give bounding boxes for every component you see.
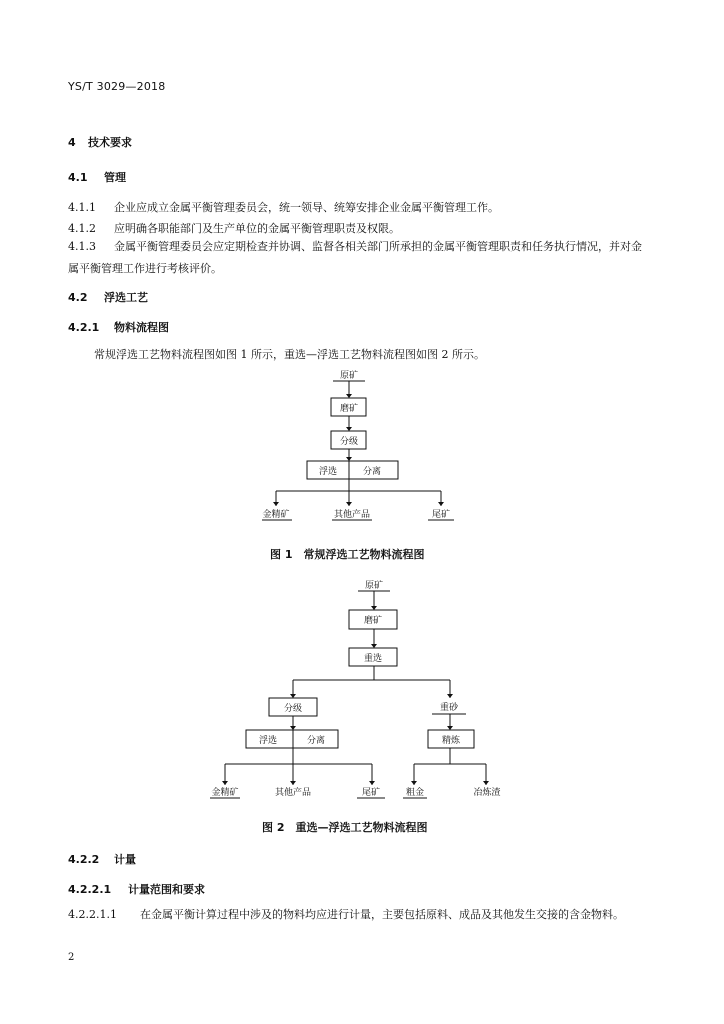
node-gold-concentrate: 金精矿 (262, 510, 290, 520)
node-flotation: 浮选 (258, 736, 278, 746)
clause-4-1-3 (68, 236, 646, 280)
node-raw-ore: 原矿 (364, 581, 384, 591)
section-number: 4 (68, 136, 76, 149)
figure-2-caption: 图 2 重选—浮选工艺物料流程图 (262, 821, 428, 834)
figure-2-flowchart (200, 574, 520, 804)
section-number: 4.2 (68, 291, 88, 304)
paragraph-flowchart-intro: 常规浮选工艺物料流程图如图 1 所示，重选—浮选工艺物料流程图如图 2 所示。 (94, 348, 485, 361)
clause-4-1-1 (68, 199, 499, 215)
standard-code: YS/T 3029—2018 (68, 80, 166, 93)
page-number: 2 (68, 952, 75, 963)
section-title: 物料流程图 (114, 321, 169, 334)
node-refine: 精炼 (441, 736, 461, 746)
clause-text: 在金属平衡计算过程中涉及的物料均应进行计量，主要包括原料、成品及其他发生交接的含金物料。 (140, 908, 624, 921)
section-number: 4.2.2.1 (68, 883, 112, 896)
clause-number: 4.1.1 (68, 201, 96, 214)
section-title: 管理 (104, 171, 126, 184)
clause-number: 4.1.2 (68, 222, 96, 235)
node-classify: 分级 (339, 437, 359, 447)
section-number: 4.2.1 (68, 321, 100, 334)
node-gold-concentrate: 金精矿 (211, 788, 239, 798)
section-4-2-2-heading (68, 851, 136, 867)
node-flotation: 浮选 (318, 467, 338, 477)
node-grind: 磨矿 (363, 616, 383, 626)
section-4-2-1-heading (68, 319, 169, 335)
section-number: 4.1 (68, 171, 88, 184)
section-4-2-2-1-heading (68, 881, 205, 897)
node-tailings: 尾矿 (431, 510, 451, 520)
node-heavy-sand: 重砂 (439, 703, 459, 713)
section-title: 浮选工艺 (104, 291, 148, 304)
section-4-1-heading (68, 169, 126, 185)
clause-number: 4.2.2.1.1 (68, 908, 117, 921)
node-separation: 分离 (362, 467, 382, 477)
section-title: 技术要求 (88, 136, 132, 149)
node-other-products: 其他产品 (333, 510, 371, 520)
node-raw-ore: 原矿 (339, 371, 359, 381)
node-gravity: 重选 (363, 654, 383, 664)
node-other-products: 其他产品 (274, 788, 312, 798)
clause-number: 4.1.3 (68, 240, 96, 253)
section-title: 计量范围和要求 (128, 883, 205, 896)
node-crude-gold: 粗金 (405, 788, 425, 798)
clause-text: 企业应成立金属平衡管理委员会，统一领导、统筹安排企业金属平衡管理工作。 (114, 201, 499, 214)
node-refine-slag: 冶炼渣 (473, 788, 501, 798)
node-grind: 磨矿 (339, 404, 359, 414)
node-tailings: 尾矿 (361, 788, 381, 798)
section-4-heading (68, 134, 132, 150)
node-separation: 分离 (306, 736, 326, 746)
section-number: 4.2.2 (68, 853, 100, 866)
figure-1-flowchart (240, 364, 480, 534)
section-4-2-heading (68, 289, 148, 305)
figure-1-caption: 图 1 常规浮选工艺物料流程图 (270, 548, 425, 561)
clause-text: 金属平衡管理委员会应定期检查并协调、监督各相关部门所承担的金属平衡管理职责和任务执行情况，并对金属平衡管理工作进行考核评价。 (68, 240, 642, 275)
clause-text: 应明确各职能部门及生产单位的金属平衡管理职责及权限。 (114, 222, 400, 235)
clause-4-1-2 (68, 220, 400, 236)
clause-4-2-2-1-1 (68, 904, 646, 926)
section-title: 计量 (114, 853, 136, 866)
node-classify: 分级 (283, 704, 303, 714)
